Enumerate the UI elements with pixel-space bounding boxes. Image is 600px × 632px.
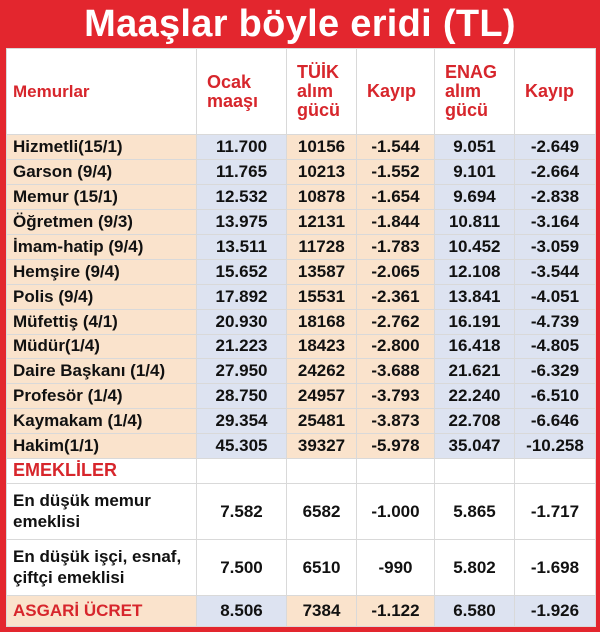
min-wage-row (7, 595, 596, 626)
row-name: ASGARİ ÜCRET (7, 595, 197, 626)
ocak-maasi-cell: 27.950 (197, 359, 287, 384)
retiree-row (7, 483, 596, 539)
ocak-maasi-cell: 20.930 (197, 309, 287, 334)
table-row (7, 309, 596, 334)
kayip-cell: -2.762 (357, 309, 435, 334)
kayip2-cell: -4.805 (515, 334, 596, 359)
kayip-cell: -1.000 (357, 483, 435, 539)
kayip2-cell: -1.926 (515, 595, 596, 626)
empty-cell (197, 459, 287, 484)
kayip2-cell: -1.698 (515, 539, 596, 595)
table-row (7, 184, 596, 209)
row-name: En düşük memur emeklisi (7, 483, 197, 539)
header-kayip-2: Kayıp (515, 49, 596, 135)
enag-cell: 22.240 (435, 384, 515, 409)
kayip2-cell: -2.649 (515, 135, 596, 160)
tuik-cell: 24262 (287, 359, 357, 384)
row-name: Kaymakam (1/4) (7, 409, 197, 434)
enag-cell: 12.108 (435, 259, 515, 284)
header-row (7, 49, 596, 135)
tuik-cell: 11728 (287, 234, 357, 259)
row-name: İmam-hatip (9/4) (7, 234, 197, 259)
tuik-cell: 39327 (287, 434, 357, 459)
enag-cell: 5.802 (435, 539, 515, 595)
row-name: Profesör (1/4) (7, 384, 197, 409)
enag-cell: 22.708 (435, 409, 515, 434)
enag-cell: 16.418 (435, 334, 515, 359)
empty-cell (357, 459, 435, 484)
ocak-maasi-cell: 11.700 (197, 135, 287, 160)
kayip2-cell: -3.059 (515, 234, 596, 259)
header-ocak-maasi-label: Ocak maaşı (207, 71, 259, 111)
table-row (7, 409, 596, 434)
header-enag-alim-gucu (435, 49, 515, 135)
kayip2-cell: -1.717 (515, 483, 596, 539)
row-name: Daire Başkanı (1/4) (7, 359, 197, 384)
kayip2-cell: -3.544 (515, 259, 596, 284)
empty-cell (515, 459, 596, 484)
kayip-cell: -1.844 (357, 209, 435, 234)
table-body (7, 135, 596, 627)
row-name: En düşük işçi, esnaf, çiftçi emeklisi (7, 539, 197, 595)
enag-cell: 9.051 (435, 135, 515, 160)
tuik-cell: 6510 (287, 539, 357, 595)
ocak-maasi-cell: 7.582 (197, 483, 287, 539)
empty-cell (435, 459, 515, 484)
enag-cell: 9.694 (435, 184, 515, 209)
tuik-cell: 13587 (287, 259, 357, 284)
kayip-cell: -3.688 (357, 359, 435, 384)
enag-cell: 6.580 (435, 595, 515, 626)
row-name: Garson (9/4) (7, 159, 197, 184)
row-name: Hizmetli(15/1) (7, 135, 197, 160)
enag-cell: 21.621 (435, 359, 515, 384)
row-name: Memur (15/1) (7, 184, 197, 209)
tuik-cell: 18168 (287, 309, 357, 334)
header-memurlar: Memurlar (7, 49, 197, 135)
row-name: Polis (9/4) (7, 284, 197, 309)
kayip2-cell: -2.664 (515, 159, 596, 184)
table-row (7, 359, 596, 384)
enag-cell: 35.047 (435, 434, 515, 459)
kayip2-cell: -4.051 (515, 284, 596, 309)
tuik-cell: 10213 (287, 159, 357, 184)
tuik-cell: 10156 (287, 135, 357, 160)
enag-cell: 10.452 (435, 234, 515, 259)
enag-cell: 13.841 (435, 284, 515, 309)
retiree-row (7, 539, 596, 595)
tuik-cell: 7384 (287, 595, 357, 626)
header-ocak-maasi (197, 49, 287, 135)
kayip2-cell: -6.510 (515, 384, 596, 409)
kayip-cell: -3.793 (357, 384, 435, 409)
kayip-cell: -3.873 (357, 409, 435, 434)
kayip2-cell: -10.258 (515, 434, 596, 459)
ocak-maasi-cell: 21.223 (197, 334, 287, 359)
ocak-maasi-cell: 29.354 (197, 409, 287, 434)
ocak-maasi-cell: 45.305 (197, 434, 287, 459)
tuik-cell: 25481 (287, 409, 357, 434)
header-tuik-alim-gucu (287, 49, 357, 135)
section-label: EMEKLİLER (7, 459, 197, 484)
enag-cell: 16.191 (435, 309, 515, 334)
enag-cell: 9.101 (435, 159, 515, 184)
ocak-maasi-cell: 13.975 (197, 209, 287, 234)
kayip2-cell: -6.646 (515, 409, 596, 434)
header-enag-label: ENAG alım gücü (445, 62, 498, 120)
row-name: Hemşire (9/4) (7, 259, 197, 284)
kayip-cell: -2.800 (357, 334, 435, 359)
row-name: Hakim(1/1) (7, 434, 197, 459)
row-name: Müfettiş (4/1) (7, 309, 197, 334)
header-kayip-1: Kayıp (357, 49, 435, 135)
kayip2-cell: -3.164 (515, 209, 596, 234)
tuik-cell: 6582 (287, 483, 357, 539)
kayip-cell: -1.122 (357, 595, 435, 626)
kayip2-cell: -4.739 (515, 309, 596, 334)
enag-cell: 10.811 (435, 209, 515, 234)
kayip-cell: -1.783 (357, 234, 435, 259)
kayip-cell: -1.544 (357, 135, 435, 160)
section-row-emekliler (7, 459, 596, 484)
table-row (7, 209, 596, 234)
table-row (7, 159, 596, 184)
kayip-cell: -5.978 (357, 434, 435, 459)
row-name: Müdür(1/4) (7, 334, 197, 359)
tuik-cell: 18423 (287, 334, 357, 359)
kayip2-cell: -6.329 (515, 359, 596, 384)
tuik-cell: 24957 (287, 384, 357, 409)
ocak-maasi-cell: 8.506 (197, 595, 287, 626)
salary-table-container (6, 48, 595, 627)
tuik-cell: 15531 (287, 284, 357, 309)
table-row (7, 384, 596, 409)
ocak-maasi-cell: 28.750 (197, 384, 287, 409)
kayip-cell: -2.065 (357, 259, 435, 284)
tuik-cell: 10878 (287, 184, 357, 209)
table-row (7, 284, 596, 309)
salary-table (6, 48, 596, 627)
kayip2-cell: -2.838 (515, 184, 596, 209)
table-row (7, 334, 596, 359)
table-row (7, 434, 596, 459)
enag-cell: 5.865 (435, 483, 515, 539)
ocak-maasi-cell: 11.765 (197, 159, 287, 184)
ocak-maasi-cell: 17.892 (197, 284, 287, 309)
table-row (7, 259, 596, 284)
header-tuik-label: TÜİK alım gücü (297, 62, 340, 120)
kayip-cell: -2.361 (357, 284, 435, 309)
tuik-cell: 12131 (287, 209, 357, 234)
row-name: Öğretmen (9/3) (7, 209, 197, 234)
kayip-cell: -990 (357, 539, 435, 595)
kayip-cell: -1.552 (357, 159, 435, 184)
kayip-cell: -1.654 (357, 184, 435, 209)
table-row (7, 234, 596, 259)
empty-cell (287, 459, 357, 484)
page-title: Maaşlar böyle eridi (TL) (84, 3, 516, 45)
ocak-maasi-cell: 12.532 (197, 184, 287, 209)
table-row (7, 135, 596, 160)
ocak-maasi-cell: 15.652 (197, 259, 287, 284)
ocak-maasi-cell: 13.511 (197, 234, 287, 259)
ocak-maasi-cell: 7.500 (197, 539, 287, 595)
